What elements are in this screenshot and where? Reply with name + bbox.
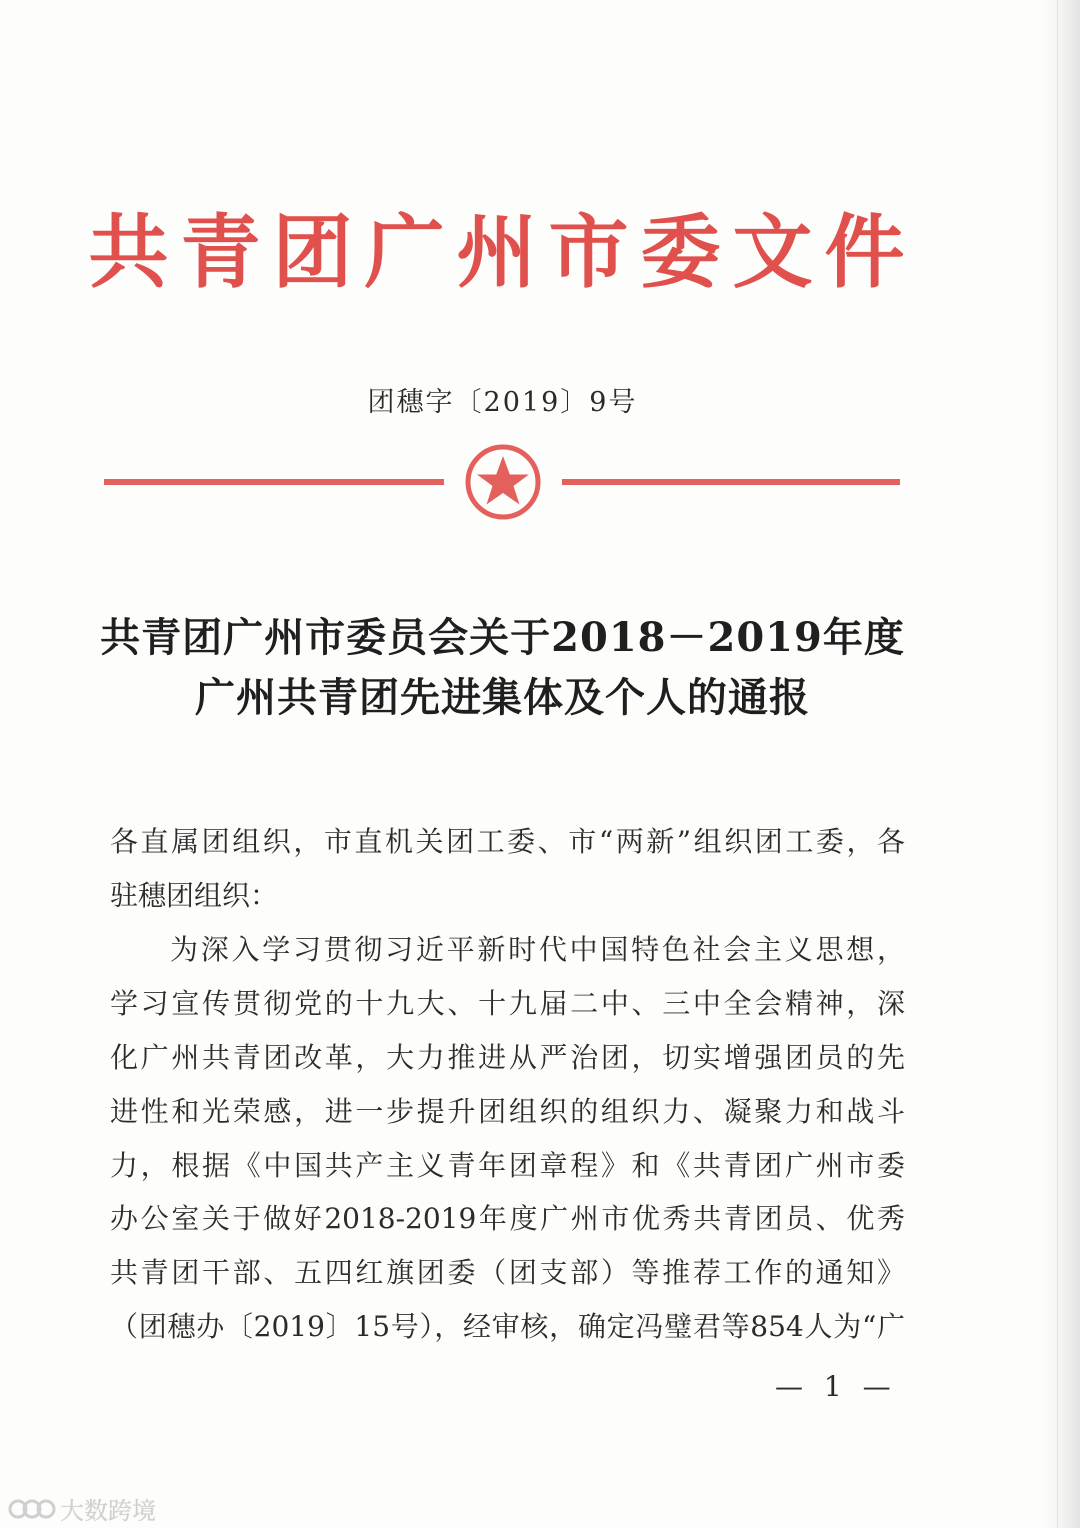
document-number: 团穗字〔2019〕9号 — [367, 387, 638, 418]
body-line: 驻穗团组织： — [110, 879, 279, 912]
page-number: — 1 — — [775, 1370, 897, 1403]
body-line: 为深入学习贯彻习近平新时代中国特色社会主义思想， — [170, 933, 905, 966]
body-line: 办公室关于做好2018-2019年度广州市优秀共青团员、优秀 — [110, 1202, 905, 1235]
page-edge-shadow — [1040, 0, 1080, 1528]
page-edge-line — [1057, 0, 1058, 1528]
document-title-line-1: 共青团广州市委员会关于2018－2019年度 — [100, 614, 905, 661]
red-divider-left — [104, 479, 444, 485]
watermark-text: 大数跨境 — [60, 1497, 156, 1525]
body-line: 进性和光荣感，进一步提升团组织的组织力、凝聚力和战斗 — [110, 1095, 905, 1128]
body-line: 化广州共青团改革，大力推进从严治团，切实增强团员的先 — [110, 1041, 905, 1074]
masthead: 共青团广州市委文件 — [88, 206, 917, 299]
body-line: （团穗办〔2019〕15号），经审核，确定冯璧君等854人为“广 — [110, 1310, 905, 1343]
document-title-line-2: 广州共青团先进集体及个人的通报 — [195, 674, 810, 721]
watermark — [8, 1491, 156, 1526]
body-line: 共青团干部、五四红旗团委（团支部）等推荐工作的通知》 — [110, 1256, 905, 1289]
red-divider-right — [562, 479, 900, 485]
star-emblem-icon — [463, 442, 543, 522]
body-line: 学习宣传贯彻党的十九大、十九届二中、三中全会精神，深 — [110, 987, 905, 1020]
watermark-logo-icon — [8, 1496, 56, 1522]
body-line: 力，根据《中国共产主义青年团章程》和《共青团广州市委 — [110, 1149, 905, 1182]
body-line: 各直属团组织，市直机关团工委、市“两新”组织团工委，各 — [110, 825, 905, 858]
